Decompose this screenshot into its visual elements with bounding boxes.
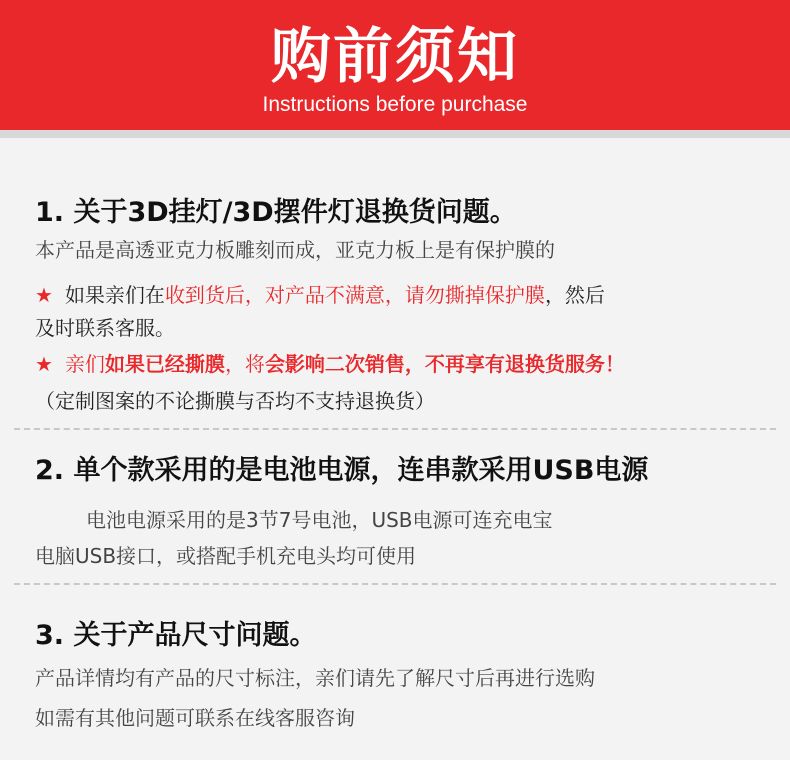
header-banner	[0, 0, 790, 138]
section-1-line-4	[35, 348, 625, 377]
section-3-heading: 3. 关于产品尺寸问题。	[35, 620, 317, 651]
section-1-line-2	[35, 279, 605, 308]
section-1-heading: 1. 关于3D挂灯/3D摆件灯退换货问题。	[35, 197, 517, 228]
line-4-part-c: ，将	[224, 352, 265, 376]
line-4-part-d: 会影响二次销售，不再享有退换货服务！	[264, 352, 625, 376]
line-2-prefix: 如果亲们在	[64, 283, 165, 307]
page-title: 购前须知	[271, 22, 519, 92]
section-1-line-1: 本产品是高透亚克力板雕刻而成，亚克力板上是有保护膜的	[35, 238, 555, 262]
section-1-line-5: （定制图案的不论撕膜与否均不支持退换货）	[35, 389, 435, 413]
section-2-heading: 2. 单个款采用的是电池电源，连串款采用USB电源	[35, 455, 649, 486]
section-3-line-1: 产品详情均有产品的尺寸标注，亲们请先了解尺寸后再进行选购	[35, 666, 595, 690]
star-icon: ★	[35, 283, 53, 307]
line-4-part-b: 如果已经撕膜	[104, 352, 225, 376]
line-2-red-text: 收到货后，对产品不满意，请勿撕掉保护膜	[164, 283, 545, 307]
section-3-line-2: 如需有其他问题可联系在线客服咨询	[35, 706, 355, 730]
line-2-suffix: ，然后	[544, 283, 605, 307]
section-2-line-2: 电脑USB接口，或搭配手机充电头均可使用	[35, 544, 417, 568]
section-divider	[14, 583, 776, 585]
section-2-line-1: 电池电源采用的是3节7号电池，USB电源可连充电宝	[86, 508, 553, 532]
line-4-part-a: 亲们	[64, 352, 105, 376]
section-divider	[14, 428, 776, 430]
star-icon: ★	[35, 352, 53, 376]
section-1-line-3: 及时联系客服。	[35, 316, 175, 340]
page-subtitle: Instructions before purchase	[262, 93, 528, 116]
